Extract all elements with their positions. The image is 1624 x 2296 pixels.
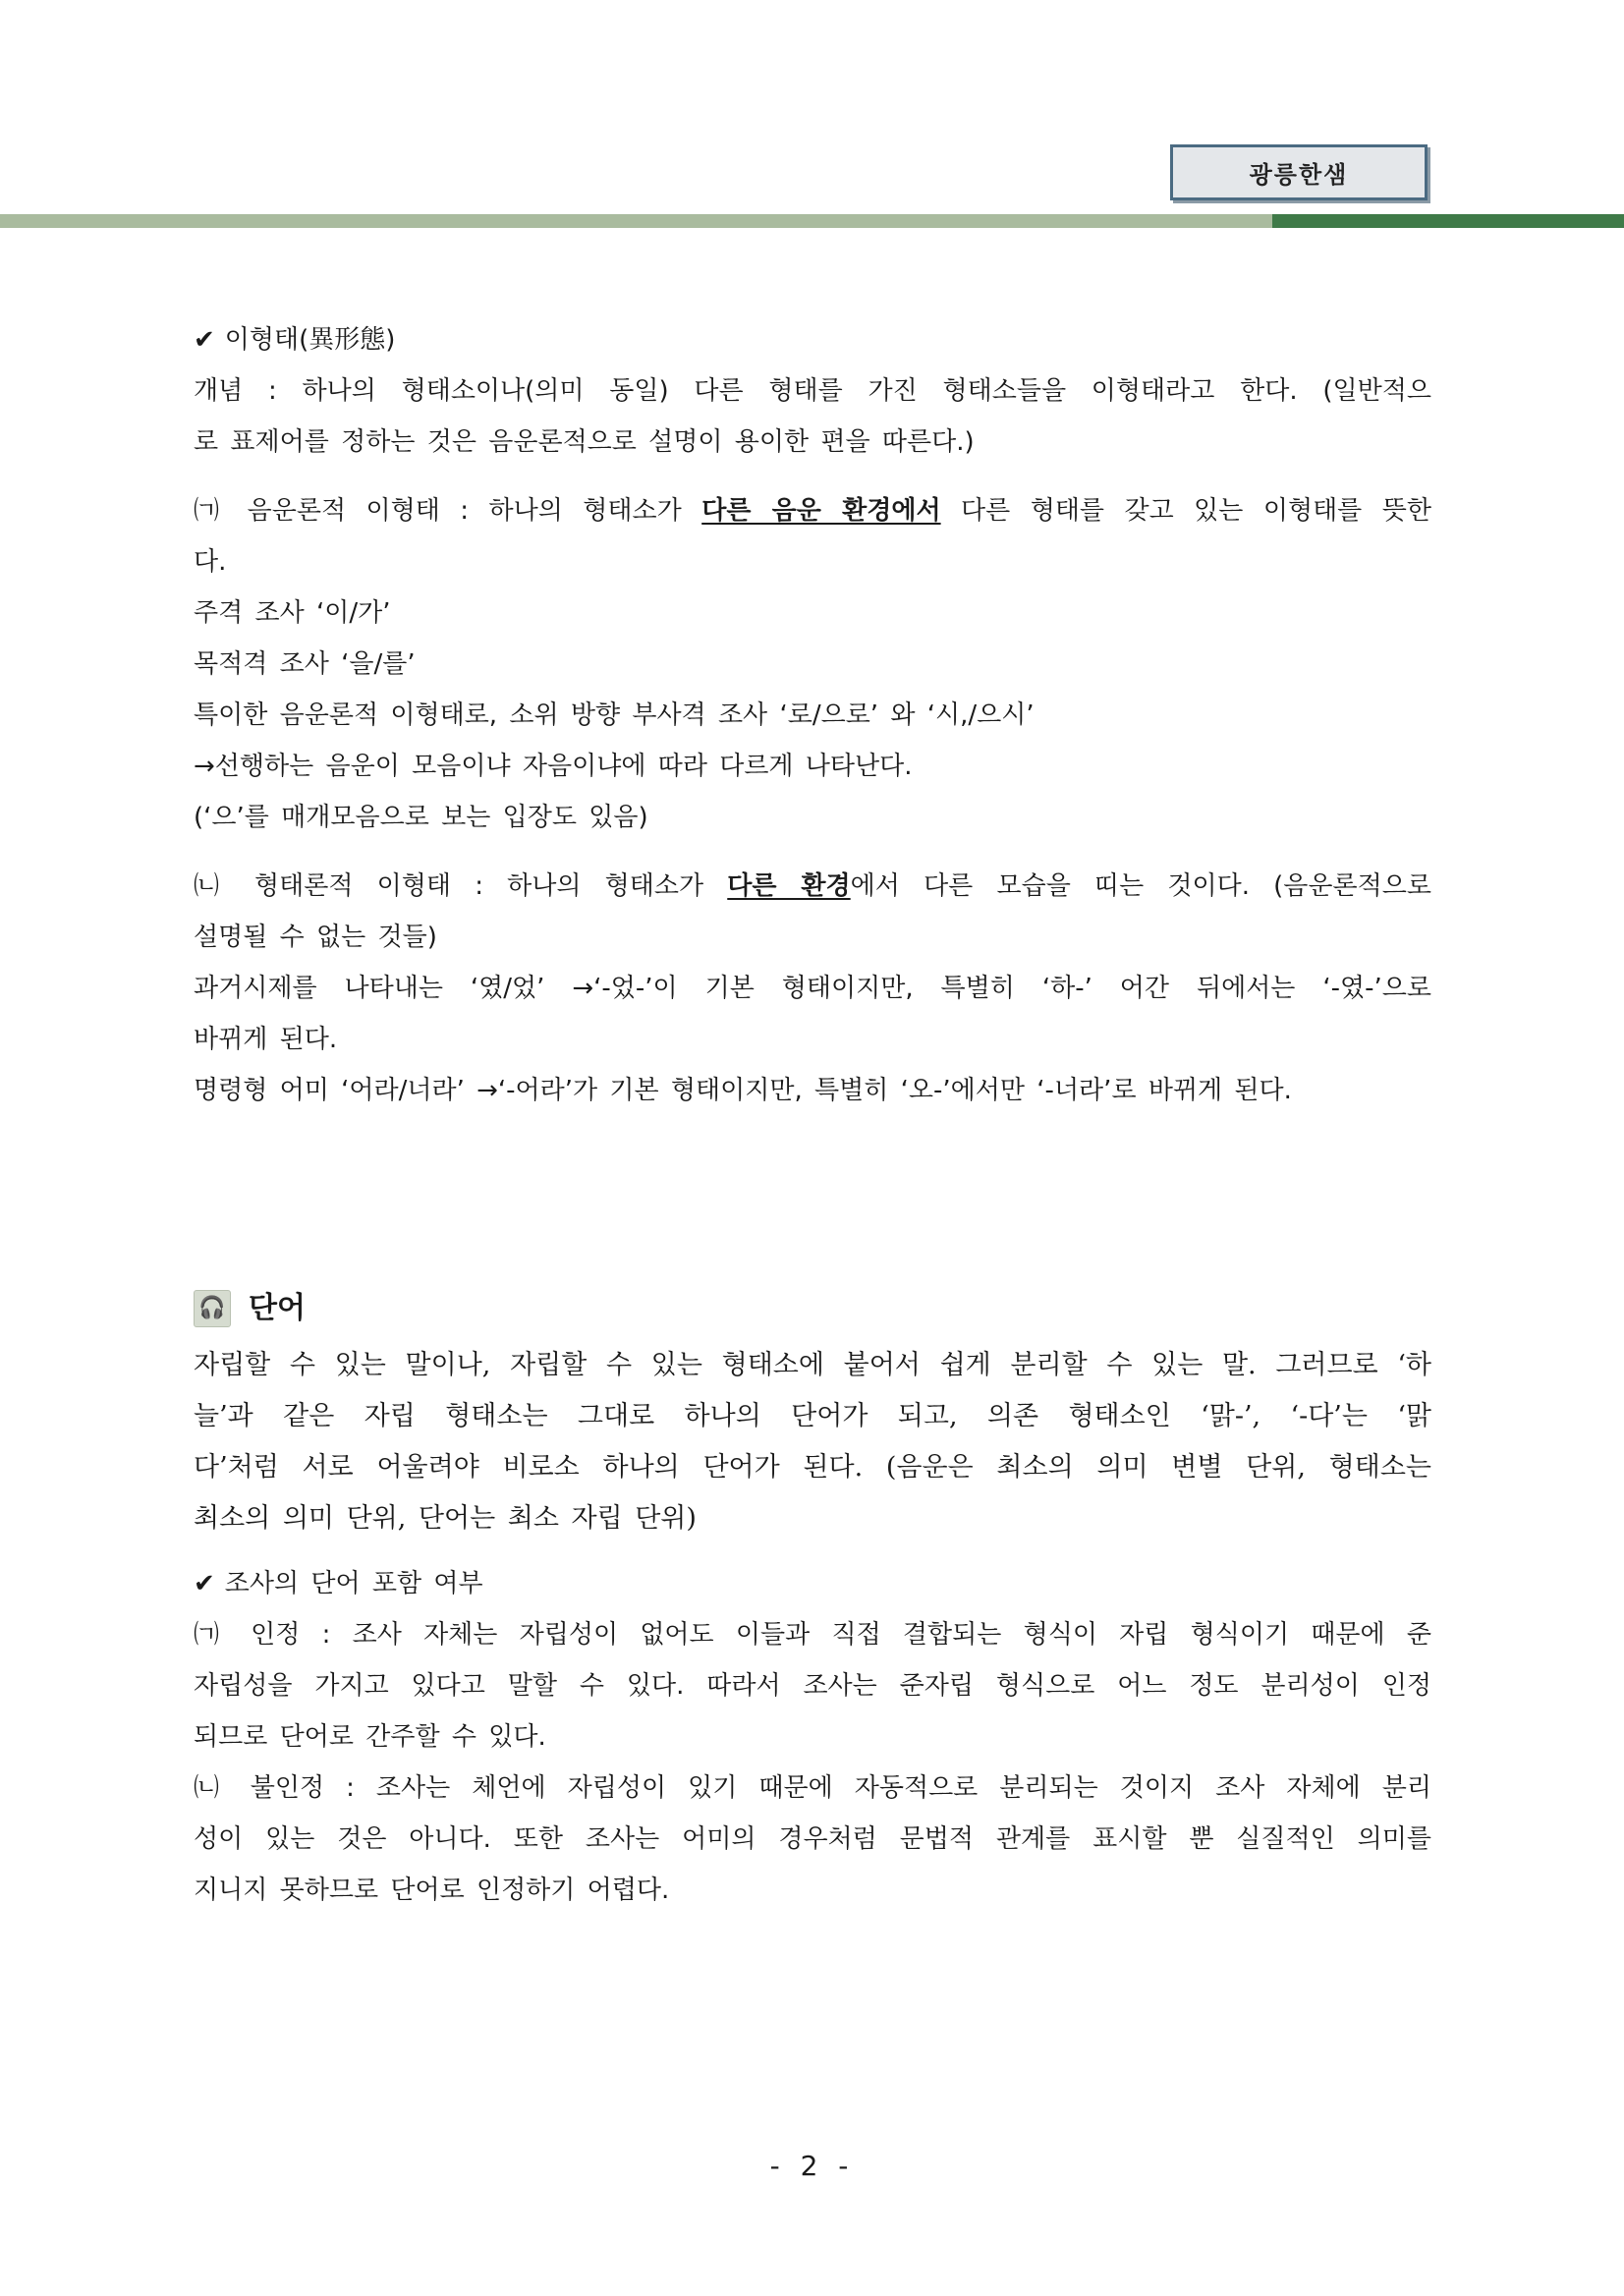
text-span: 다른 형태를 갖고 있는 이형태를 뜻한 xyxy=(940,496,1431,526)
example-line: 주격 조사 ‘이/가’ xyxy=(194,598,391,628)
section-title-text: 이형태(異形態) xyxy=(224,325,396,355)
page-content xyxy=(194,314,1431,1916)
heading-text: 단어 xyxy=(249,1291,306,1325)
paragraph-line: 자립성을 가지고 있다고 말할 수 있다. 따라서 조사는 준자립 형식으로 어느 정도 분리성이 인정 xyxy=(194,1671,1431,1701)
text-line: 다. xyxy=(194,547,227,577)
paragraph-line: 성이 있는 것은 아니다. 또한 조사는 어미의 경우처럼 문법적 관계를 표시할 뿐 실질적인 의미를 xyxy=(194,1824,1431,1854)
checkmark-icon: ✔ xyxy=(194,325,215,355)
section-heading-word xyxy=(194,1279,1431,1338)
text-span: ㈁ 형태론적 이형태 : 하나의 형태소가 xyxy=(194,871,728,901)
header-rule-light xyxy=(0,214,1272,228)
text-span: ㈀ 음운론적 이형태 : 하나의 형태소가 xyxy=(194,496,702,526)
section-title-allomorph xyxy=(194,314,1431,365)
phonological-allomorph-line xyxy=(194,485,1431,536)
paragraph-line: 지니지 못하므로 단어로 인정하기 어렵다. xyxy=(194,1876,670,1905)
checkmark-icon: ✔ xyxy=(194,1569,215,1598)
text-line: 설명될 수 없는 것들) xyxy=(194,923,437,952)
example-line: 특이한 음운론적 이형태로, 소위 방향 부사격 조사 ‘로/으로’ 와 ‘시,/으시’ xyxy=(194,700,1035,730)
example-line: →선행하는 음운이 모음이냐 자음이냐에 따라 다르게 나타난다. xyxy=(194,752,913,781)
section-title-text: 조사의 단어 포함 여부 xyxy=(224,1569,483,1598)
example-line: (‘으’를 매개모음으로 보는 입장도 있음) xyxy=(194,803,648,832)
morphological-allomorph-line xyxy=(194,861,1431,912)
paragraph-line: 최소의 의미 단위, 단어는 최소 자립 단위) xyxy=(194,1503,697,1534)
page-number: - 2 - xyxy=(769,2150,855,2182)
example-line: 과거시제를 나타내는 ‘였/었’ →‘-었-’이 기본 형태이지만, 특별히 ‘하-’ 어간 뒤에서는 ‘-였-’으로 xyxy=(194,974,1431,1003)
headphones-icon: 🎧 xyxy=(194,1290,231,1327)
example-line: 목적격 조사 ‘을/를’ xyxy=(194,649,416,679)
paragraph-line: 자립할 수 있는 말이나, 자립할 수 있는 형태소에 붙어서 쉽게 분리할 수 있는 말. 그러므로 ‘하 xyxy=(194,1350,1431,1380)
text-span: 에서 다른 모습을 띠는 것이다. (음운론적으로 xyxy=(850,871,1431,901)
header-rule-dark xyxy=(1272,214,1624,228)
paragraph-line: 늘’과 같은 자립 형태소는 그대로 하나의 단어가 되고, 의존 형태소인 ‘맑-’, ‘-다’는 ‘맑 xyxy=(194,1401,1431,1431)
emphasis-text: 다른 음운 환경에서 xyxy=(701,496,941,526)
paragraph-line: ㈀ 인정 : 조사 자체는 자립성이 없어도 이들과 직접 결합되는 형식이 자립 형식이기 때문에 준 xyxy=(194,1620,1431,1650)
paragraph-line: 되므로 단어로 간주할 수 있다. xyxy=(194,1722,546,1752)
example-line: 바뀌게 된다. xyxy=(194,1025,338,1054)
emphasis-text: 다른 환경 xyxy=(727,871,851,901)
definition-line: 로 표제어를 정하는 것은 음운론적으로 설명이 용이한 편을 따른다.) xyxy=(194,427,975,457)
definition-line: 개념 : 하나의 형태소이나(의미 동일) 다른 형태를 가진 형태소들을 이형태라고 한다. (일반적으 xyxy=(194,376,1431,406)
header-badge xyxy=(1170,144,1428,200)
paragraph-line: ㈁ 불인정 : 조사는 체언에 자립성이 있기 때문에 자동적으로 분리되는 것이지 조사 자체에 분리 xyxy=(194,1773,1431,1803)
section-title-particle xyxy=(194,1558,1431,1609)
word-definition xyxy=(194,1340,1431,1544)
header-badge-text: 광릉한샘 xyxy=(1249,161,1349,189)
paragraph-line: 다’처럼 서로 어울려야 비로소 하나의 단어가 된다. (음운은 최소의 의미 변별 단위, 형태소는 xyxy=(194,1452,1431,1483)
example-line: 명령형 어미 ‘어라/너라’ →‘-어라’가 기본 형태이지만, 특별히 ‘오-’에서만 ‘-너라’로 바뀌게 된다. xyxy=(194,1076,1292,1105)
